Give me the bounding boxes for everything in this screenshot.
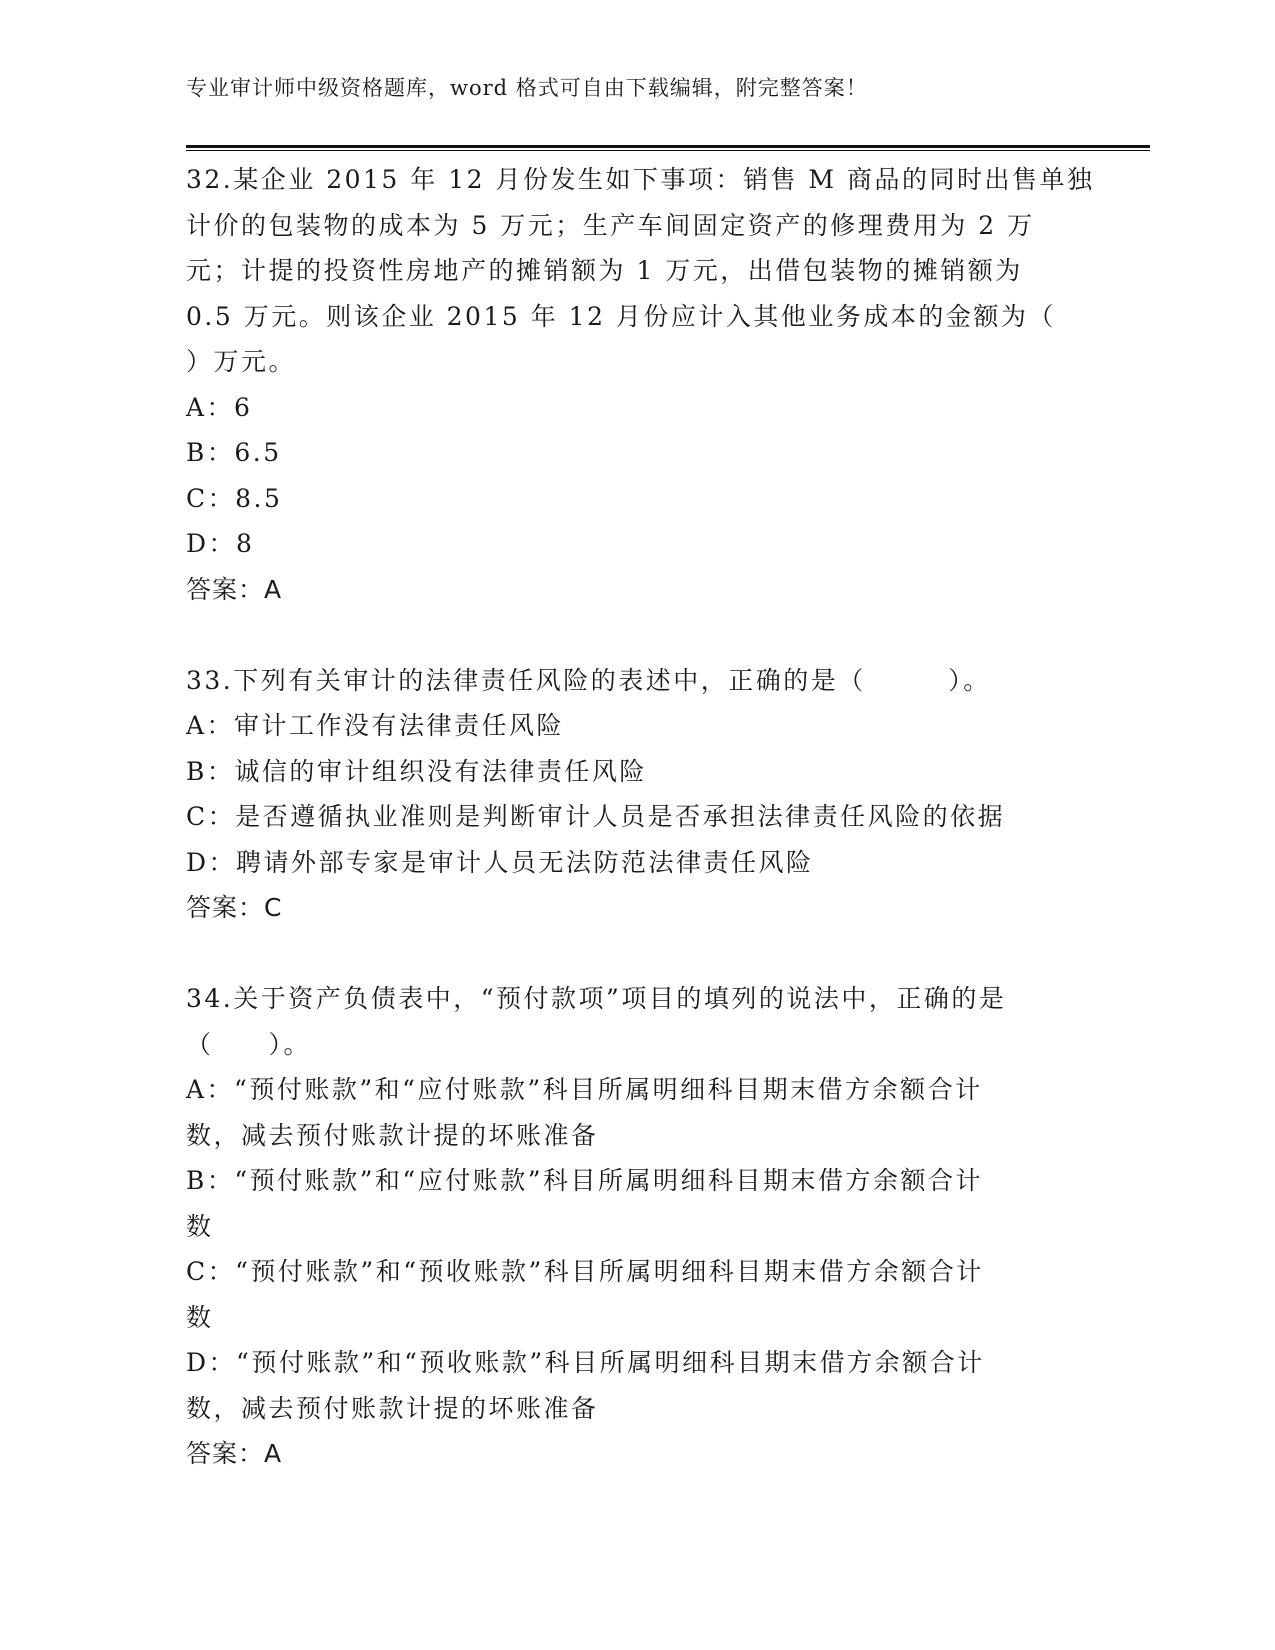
option-b: B：6.5 bbox=[186, 438, 282, 467]
option-b: B：“预付账款”和“应付账款”科目所属明细科目期末借方余额合计 bbox=[186, 1166, 983, 1195]
question-stem-line: （ ）。 bbox=[186, 1029, 312, 1059]
option-d: D：“预付账款”和“预收账款”科目所属明细科目期末借方余额合计 bbox=[186, 1348, 985, 1377]
question-stem-line: 元；计提的投资性房地产的摊销额为 1 万元，出借包装物的摊销额为 bbox=[186, 256, 1023, 285]
option-b-continued: 数 bbox=[186, 1211, 214, 1241]
option-c: C：是否遵循执业准则是判断审计人员是否承担法律责任风险的依据 bbox=[186, 802, 1006, 831]
question-32 bbox=[186, 157, 1095, 612]
question-stem-line: 0.5 万元。则该企业 2015 年 12 月份应计入其他业务成本的金额为（ bbox=[186, 301, 1056, 331]
question-list bbox=[186, 157, 1095, 1477]
option-a: A：“预付账款”和“应付账款”科目所属明细科目期末借方余额合计 bbox=[186, 1075, 983, 1104]
option-a-continued: 数，减去预付账款计提的坏账准备 bbox=[186, 1120, 599, 1150]
option-d-continued: 数，减去预付账款计提的坏账准备 bbox=[186, 1393, 599, 1423]
question-33 bbox=[186, 658, 1086, 931]
page-header: 专业审计师中级资格题库，word 格式可自由下载编辑，附完整答案！ bbox=[186, 76, 868, 100]
question-stem-line: 32.某企业 2015 年 12 月份发生如下事项：销售 M 商品的同时出售单独 bbox=[186, 165, 1095, 194]
question-34 bbox=[186, 976, 1086, 1477]
option-d: D：8 bbox=[186, 529, 255, 558]
option-c: C：8.5 bbox=[186, 483, 283, 513]
question-stem-line: 33.下列有关审计的法律责任风险的表述中，正确的是（ ）。 bbox=[186, 665, 991, 695]
header-rule-thin bbox=[186, 150, 1150, 151]
header-rule-thick bbox=[186, 145, 1150, 148]
question-stem-line: 34.关于资产负债表中，“预付款项”项目的填列的说法中，正确的是 bbox=[186, 984, 1007, 1013]
question-stem-line: 计价的包装物的成本为 5 万元；生产车间固定资产的修理费用为 2 万 bbox=[186, 210, 1035, 240]
option-b: B：诚信的审计组织没有法律责任风险 bbox=[186, 756, 647, 786]
question-stem-line: ）万元。 bbox=[186, 347, 297, 376]
option-c: C：“预付账款”和“预收账款”科目所属明细科目期末借方余额合计 bbox=[186, 1257, 984, 1286]
question-spacer bbox=[186, 612, 1086, 658]
answer-label: 答案：A bbox=[186, 574, 283, 604]
option-c-continued: 数 bbox=[186, 1302, 214, 1332]
option-a: A：6 bbox=[186, 392, 253, 422]
option-d: D：聘请外部专家是审计人员无法防范法律责任风险 bbox=[186, 847, 814, 877]
answer-label: 答案：A bbox=[186, 1439, 283, 1468]
answer-label: 答案：C bbox=[186, 893, 283, 922]
option-a: A：审计工作没有法律责任风险 bbox=[186, 711, 565, 740]
question-spacer bbox=[186, 931, 1086, 977]
